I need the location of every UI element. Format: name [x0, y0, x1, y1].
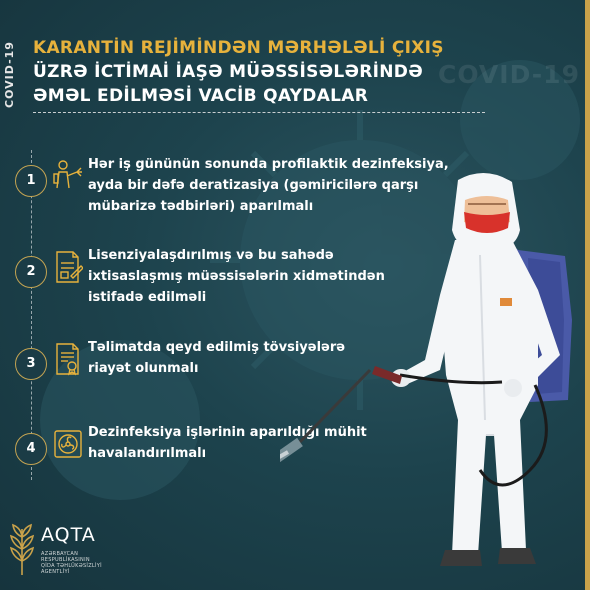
step-text: Dezinfeksiya işlərinin aparıldığı mühit havalandırılmalı	[88, 425, 367, 461]
step-number-badge: 4	[15, 433, 47, 465]
background-covid-word: COVID-19	[438, 60, 580, 89]
aqta-logo	[8, 515, 138, 580]
license-document-icon	[53, 249, 83, 285]
step-number-badge: 3	[15, 348, 47, 380]
step-text: Lisenziyalaşdırılmış və bu sahədə ixtisaslaşmış müəssisələrin xidmətindən istifadə edilməli	[88, 248, 385, 305]
step-number-badge: 2	[15, 256, 47, 288]
title-line-2: ÜZRƏ İCTİMAİ İAŞƏ MÜƏSSİSƏLƏRİNDƏ	[33, 62, 423, 82]
logo-name: AQTA	[41, 524, 96, 546]
ventilation-fan-icon	[53, 426, 83, 462]
disinfection-worker-icon	[53, 158, 83, 194]
poster-title	[33, 36, 553, 108]
step-number-badge: 1	[15, 165, 47, 197]
title-divider	[33, 112, 485, 113]
certificate-document-icon	[53, 341, 83, 377]
hazmat-worker-illustration	[280, 170, 590, 590]
title-line-1: KARANTİN REJİMİNDƏN MƏRHƏLƏLİ ÇIXIŞ	[33, 38, 444, 58]
title-line-3: ƏMƏL EDİLMƏSİ VACİB QAYDALAR	[33, 86, 369, 106]
step-text: Təlimatda qeyd edilmiş tövsiyələrə riayət olunmalı	[88, 340, 346, 376]
vertical-covid-tag: COVID-19	[3, 41, 16, 108]
logo-subtitle: AZƏRBAYCAN RESPUBLİKASININ QİDA TƏHLÜKƏSİZLİYİ AGENTLİYİ	[41, 551, 102, 575]
step-text: Hər iş gününün sonunda profilaktik dezinfeksiya, ayda bir dəfə deratizasiya (gəmiricilərə qarşı mübarizə tədbirləri) aparılmalı	[88, 157, 449, 214]
wheat-leaf-logo-icon	[8, 519, 36, 577]
